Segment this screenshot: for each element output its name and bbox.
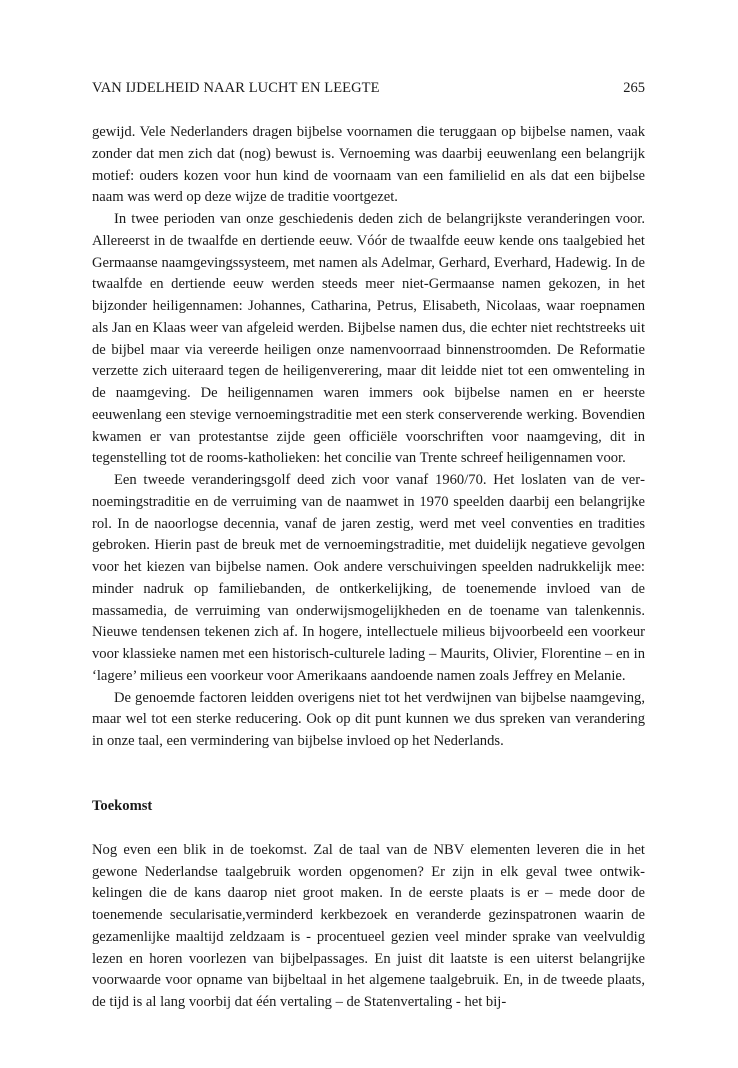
paragraph-factors: De genoemde factoren leidden overigens niet tot het verdwijnen van bijbelse naamgeving, maar wel tot een sterke reducering. Ook op dit punt kunnen we dus spreken van verandering in onze taal, een vermindering van bijbelse invloed op het Nederlands.: [92, 689, 645, 749]
section-heading-toekomst: Toekomst: [92, 798, 153, 815]
page-number: 265: [623, 80, 645, 96]
paragraph-second-wave: Een tweede veranderingsgolf deed zich voor vanaf 1960/70. Het loslaten van de vernoemingstraditie en de verruiming van de naamwet in 1970 speelden daarbij een belangrijke rol. In de naoorlogse decennia, vanaf de jaren zestig, werd met veel conventies en tradities gebroken. Hierin past de breuk met de vernoemingstraditie, met duidelijk negatieve gevolgen voor het kiezen van bijbelse namen. Ook andere verschuivingen speelden nadrukkelijk mee: minder nadruk op familiebanden, de ontkerkelijking, de toenemende invloed van de massamedia, de verruiming van onderwijsmogelijkheden en de toename van talenkennis. Nieuwe tendensen tekenen zich af. In hogere, intellectuele milieus bijvoorbeeld een voorkeur voor klassieke namen met een historisch-culturele lading – Maurits, Olivier, Florentine – en in ‘lagere’ milieus een voorkeur voor Amerikaans aandoende namen zoals Jeffrey en Melanie.: [92, 472, 645, 684]
paragraph-toekomst: Nog even een blik in de toekomst. Zal de taal van de NBV elementen leveren die in het gewone Nederlandse taalgebruik worden opgenomen? Er zijn in elk geval twee ontwikkelingen die de kans daarop niet groot maken. In de eerste plaats is er – mede door de toenemende secularisatie,verminderd kerkbezoek en veranderde gezinspatronen waarin de gezamenlijke maaltijd zeldzaam is - procentueel gezien veel minder sprake van veelvuldig lezen en horen voorlezen van bijbelpassages. En juist dit laatste is een uiterst belangrijke voorwaarde voor opname van bijbeltaal in het algemene taalgebruik. En, in de tweede plaats, de tijd is al lang voorbij dat één vertaling – de Statenvertaling - het bij-: [92, 841, 645, 1010]
running-title: VAN IJDELHEID NAAR LUCHT EN LEEGTE: [92, 80, 380, 96]
paragraph-continuation: gewijd. Vele Nederlanders dragen bijbelse voornamen die teruggaan op bijbelse namen, vaak zonder dat men zich dat (nog) bewust is. Vernoeming was daarbij eeuwenlang een belangrijk motief: ouders kozen voor hun kind de voornaam van een familielid en als dat een bijbelse naam was werd op deze wijze de traditie voortgezet.: [92, 124, 645, 206]
body-text: [92, 122, 645, 1014]
paragraph-two-periods: In twee perioden van onze geschiedenis deden zich de belangrijkste veranderingen voor. Allereerst in de twaalfde en dertiende eeuw. Vóór de twaalfde eeuw kende ons taalgebied het Germaanse naamgevingssysteem, met namen als Adelmar, Gerhard, Everhard, Hadewig. In de twaalfde en dertiende eeuw werden steeds meer niet-Germaanse namen gekozen, in het bijzonder heiligennamen: Johannes, Catharina, Petrus, Elisabeth, Nicolaas, waar roepnamen als Jan en Klaas weer van afgeleid werden. Bijbelse namen dus, die echter niet rechtstreeks uit de bijbel maar via vereerde heiligen onze namenvoorraad binnenstroomden. De Reformatie verzette zich uiteraard tegen de heiligenverering, maar dit leidde niet tot een omwenteling in de naamgeving. De heiligennamen waren immers ook bijbelse namen en er heerste eeuwenlang een stevige vernoemingstraditie met een sterk conserverende werking. Bovendien kwamen er van protestantse zijde geen officiële voorschriften voor naamgeving, dit in tegenstelling tot de rooms-katholieken: het concilie van Trente schreef heiligennamen voor.: [92, 211, 645, 467]
